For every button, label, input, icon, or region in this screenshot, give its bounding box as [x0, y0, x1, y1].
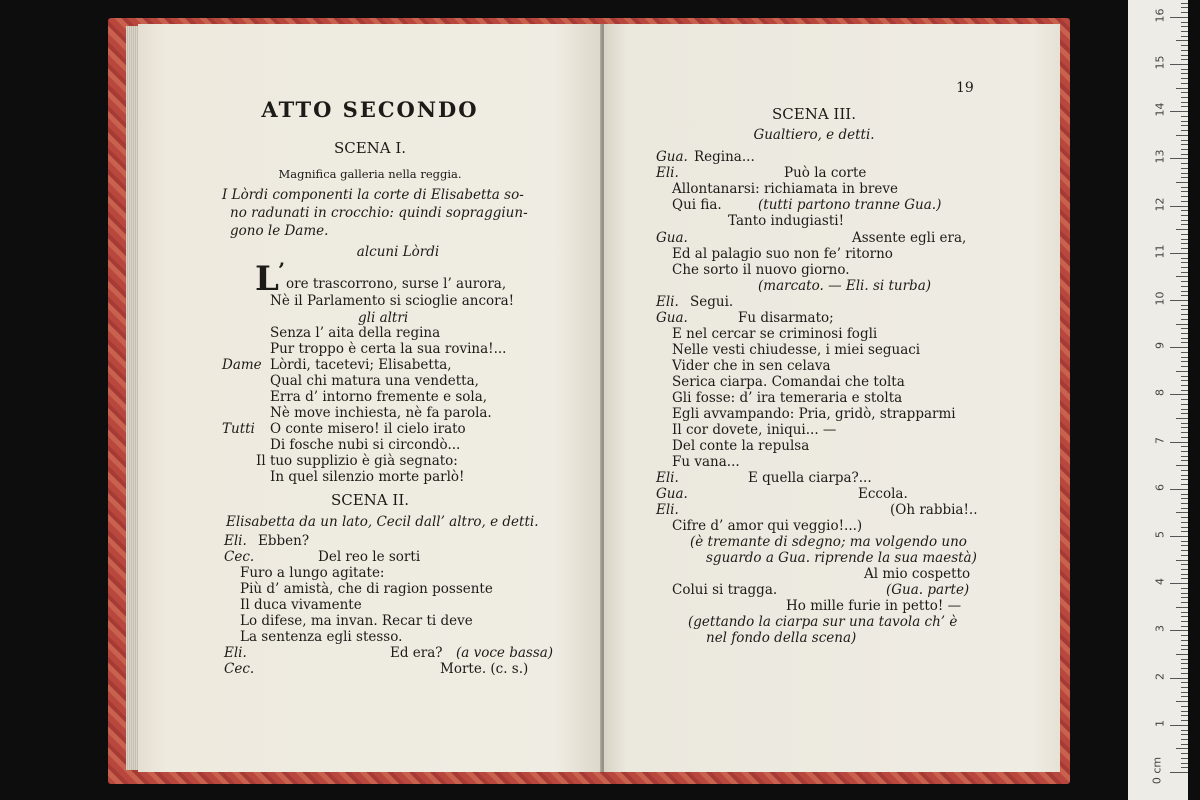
verse-line: Del conte la repulsa [672, 438, 810, 454]
ruler-tick [1181, 73, 1188, 74]
ruler-tick [1181, 682, 1188, 683]
speaker-label: Eli. [656, 470, 679, 486]
ruler-tick [1181, 479, 1188, 480]
verse-line: Regina... [694, 149, 755, 165]
ruler-label: 4 [1153, 578, 1167, 586]
speaker-label: Eli. [656, 165, 679, 181]
ruler-tick [1181, 352, 1188, 353]
ruler-tick [1181, 696, 1188, 697]
ruler-tick [1181, 12, 1188, 13]
ruler-tick [1181, 569, 1188, 570]
ruler-tick [1181, 715, 1188, 716]
ruler-tick [1181, 319, 1188, 320]
verse-line: Del reo le sorti [318, 549, 421, 565]
ruler-tick [1181, 593, 1188, 594]
verse-line: O conte misero! il cielo irato [270, 421, 466, 437]
left-page [138, 24, 602, 772]
ruler-tick [1181, 286, 1188, 287]
ruler-label: 15 [1153, 55, 1167, 70]
ruler-tick [1181, 163, 1188, 164]
ruler-tick [1170, 111, 1188, 112]
verse-line: Gli fosse: d’ ira temeraria e stolta [672, 390, 903, 406]
ruler-tick [1181, 220, 1188, 221]
ruler-tick [1181, 711, 1188, 712]
ruler-tick [1170, 489, 1188, 490]
ruler-tick [1181, 508, 1188, 509]
ruler-tick [1181, 626, 1188, 627]
ruler-tick [1181, 258, 1188, 259]
ruler-tick [1181, 281, 1188, 282]
ruler-tick [1181, 541, 1188, 542]
ruler-tick [1181, 243, 1188, 244]
ruler-label: 14 [1153, 102, 1167, 117]
verse-line: Lòrdi, tacetevi; Elisabetta, [270, 357, 452, 373]
ruler-tick [1181, 376, 1188, 377]
ruler-tick [1181, 173, 1188, 174]
verse-line: E nel cercar se criminosi fogli [672, 326, 878, 342]
ruler-tick [1181, 470, 1188, 471]
verse-line: Più d’ amistà, che di ragion possente [240, 581, 493, 597]
ruler-label: 9 [1153, 342, 1167, 350]
ruler-label: 12 [1153, 197, 1167, 212]
ruler-tick [1181, 55, 1188, 56]
verse-line: Tanto indugiasti! [728, 213, 844, 229]
ruler-tick [1181, 154, 1188, 155]
speaker-label: Eli. [224, 533, 247, 549]
ruler-tick [1176, 40, 1188, 41]
ruler-tick [1181, 663, 1188, 664]
speaker-label: alcuni Lòrdi [356, 244, 440, 260]
speaker-label: gli altri [358, 310, 409, 326]
scene-heading: SCENA III. [772, 105, 856, 123]
ruler-tick [1181, 239, 1188, 240]
verse-line: Fu disarmato; [738, 310, 834, 326]
ruler-tick [1170, 678, 1188, 679]
ruler-tick [1181, 578, 1188, 579]
stage-direction: no radunati in crocchio: quindi sopraggiun- [230, 205, 528, 221]
ruler-tick [1181, 522, 1188, 523]
ruler-tick [1181, 361, 1188, 362]
verse-line: Qual chi matura una vendetta, [270, 373, 479, 389]
ruler-tick [1181, 7, 1188, 8]
ruler-tick [1181, 687, 1188, 688]
stage-direction: (marcato. — Eli. si turba) [758, 278, 932, 294]
verse-line: Cifre d’ amor qui veggio!...) [672, 518, 863, 534]
measuring-ruler [1128, 0, 1188, 800]
verse-line: ore trascorrono, surse l’ aurora, [286, 276, 507, 292]
ruler-tick [1181, 102, 1188, 103]
ruler-label: 0 cm [1150, 756, 1164, 785]
ruler-tick [1181, 456, 1188, 457]
ruler-tick [1176, 371, 1188, 372]
ruler-tick [1181, 555, 1188, 556]
ruler-label: 13 [1153, 149, 1167, 164]
ruler-tick [1176, 418, 1188, 419]
ruler-tick [1181, 262, 1188, 263]
ruler-tick [1181, 31, 1188, 32]
verse-line: Nè move inchiesta, nè fa parola. [270, 405, 492, 421]
verse-line: Allontanarsi: richiamata in breve [672, 181, 898, 197]
speaker-label: Cec. [224, 661, 255, 677]
ruler-tick [1181, 385, 1188, 386]
ruler-tick [1176, 748, 1188, 749]
ruler-tick [1176, 607, 1188, 608]
ruler-tick [1170, 64, 1188, 65]
ruler-tick [1181, 380, 1188, 381]
ruler-tick [1181, 451, 1188, 452]
verse-line: Che sorto il nuovo giorno. [672, 262, 850, 278]
verse-line: Può la corte [784, 165, 867, 181]
verse-line: E quella ciarpa?... [748, 470, 872, 486]
ruler-tick [1181, 409, 1188, 410]
ruler-tick [1181, 649, 1188, 650]
ruler-tick [1170, 206, 1188, 207]
right-page [604, 24, 1060, 772]
ruler-tick [1181, 59, 1188, 60]
ruler-tick [1181, 97, 1188, 98]
verse-line: Senza l’ aita della regina [270, 325, 441, 341]
ruler-tick [1181, 267, 1188, 268]
ruler-tick [1170, 394, 1188, 395]
stage-direction: Elisabetta da un lato, Cecil dall’ altro, e detti. [226, 514, 539, 530]
ruler-tick [1181, 484, 1188, 485]
ruler-tick [1181, 550, 1188, 551]
ruler-tick [1181, 36, 1188, 37]
ruler-tick [1181, 3, 1188, 4]
ruler-tick [1176, 560, 1188, 561]
verse-line: Il duca vivamente [240, 597, 362, 613]
ruler-tick [1181, 390, 1188, 391]
ruler-tick [1181, 640, 1188, 641]
verse-line: Di fosche nubi si circondò... [270, 437, 461, 453]
ruler-tick [1181, 602, 1188, 603]
ruler-tick [1170, 17, 1188, 18]
ruler-tick [1181, 291, 1188, 292]
verse-line: Ed era? [390, 645, 443, 661]
ruler-tick [1176, 229, 1188, 230]
ruler-tick [1170, 725, 1188, 726]
ruler-tick [1181, 423, 1188, 424]
ruler-tick [1181, 612, 1188, 613]
ruler-tick [1181, 149, 1188, 150]
ruler-tick [1181, 45, 1188, 46]
ruler-tick [1181, 187, 1188, 188]
stage-direction: Gualtiero, e detti. [753, 127, 875, 143]
ruler-label: 3 [1153, 625, 1167, 633]
ruler-tick [1181, 328, 1188, 329]
verse-line: Vider che in sen celava [672, 358, 831, 374]
ruler-tick [1181, 427, 1188, 428]
ruler-tick [1181, 706, 1188, 707]
verse-line: Il tuo supplizio è già segnato: [256, 453, 458, 469]
verse-line: Nè il Parlamento si scioglie ancora! [270, 293, 515, 309]
act-title: ATTO SECONDO [261, 97, 479, 122]
ruler-tick [1181, 168, 1188, 169]
ruler-tick [1181, 763, 1188, 764]
ruler-tick [1181, 503, 1188, 504]
page-number: 19 [956, 80, 974, 96]
verse-line: Lo difese, ma invan. Recar ti deve [240, 613, 473, 629]
ruler-tick [1181, 22, 1188, 23]
stage-direction: (tutti partono tranne Gua.) [758, 197, 942, 213]
ruler-tick [1181, 130, 1188, 131]
ruler-tick [1181, 645, 1188, 646]
ruler-tick [1181, 333, 1188, 334]
ruler-tick [1181, 92, 1188, 93]
ruler-tick [1181, 588, 1188, 589]
ruler-tick [1181, 692, 1188, 693]
ruler-tick [1181, 357, 1188, 358]
ruler-tick [1176, 276, 1188, 277]
ruler-label: 6 [1153, 483, 1167, 491]
ruler-tick [1181, 446, 1188, 447]
ruler-tick [1181, 144, 1188, 145]
ruler-tick [1176, 324, 1188, 325]
ruler-tick [1181, 342, 1188, 343]
ruler-label: 10 [1153, 291, 1167, 306]
ruler-tick [1181, 404, 1188, 405]
verse-line: Ebben? [258, 533, 310, 549]
verse-line: Morte. (c. s.) [440, 661, 529, 677]
verse-line: Pur troppo è certa la sua rovina!... [270, 341, 507, 357]
stage-direction: (gettando la ciarpa sur una tavola ch’ è [688, 614, 958, 630]
ruler-tick [1181, 720, 1188, 721]
verse-line: Ed al palagio suo non fe’ ritorno [672, 246, 893, 262]
verse-line: Colui si tragga. [672, 582, 778, 598]
speaker-label: Eli. [224, 645, 247, 661]
speaker-label: Gua. [656, 230, 688, 246]
ruler-tick [1181, 295, 1188, 296]
ruler-label: 8 [1153, 389, 1167, 397]
ruler-tick [1176, 654, 1188, 655]
verse-line: Furo a lungo agitate: [240, 565, 385, 581]
ruler-tick [1181, 744, 1188, 745]
speaker-label: Gua. [656, 486, 688, 502]
ruler-tick [1181, 574, 1188, 575]
verse-line: Nelle vesti chiudesse, i miei seguaci [672, 342, 921, 358]
stage-direction: nel fondo della scena) [706, 630, 857, 646]
ruler-tick [1170, 630, 1188, 631]
verse-line: Il cor dovete, iniqui... — [672, 422, 837, 438]
ruler-tick [1181, 248, 1188, 249]
ruler-tick [1176, 465, 1188, 466]
ruler-label: 7 [1153, 436, 1167, 444]
verse-line: Fu vana... [672, 454, 740, 470]
ruler-tick [1181, 106, 1188, 107]
ruler-tick [1181, 432, 1188, 433]
ruler-tick [1181, 475, 1188, 476]
scene-heading: SCENA I. [333, 139, 407, 157]
speaker-label: Eli. [656, 502, 679, 518]
ruler-tick [1181, 437, 1188, 438]
ruler-tick [1170, 253, 1188, 254]
ruler-tick [1181, 673, 1188, 674]
ruler-tick [1181, 753, 1188, 754]
ruler-label: 16 [1153, 8, 1167, 23]
ruler-tick [1170, 772, 1188, 773]
ruler-tick [1181, 191, 1188, 192]
ruler-label: 11 [1153, 244, 1167, 259]
drop-cap: L [255, 259, 279, 299]
ruler-tick [1181, 597, 1188, 598]
ruler-tick [1181, 78, 1188, 79]
verse-line: Eccola. [858, 486, 908, 502]
ruler-tick [1181, 734, 1188, 735]
ruler-tick [1181, 413, 1188, 414]
ruler-tick [1181, 210, 1188, 211]
ruler-tick [1181, 140, 1188, 141]
stage-direction: sguardo a Gua. riprende la sua maestà) [706, 550, 977, 566]
speaker-label: Dame [222, 357, 262, 373]
ruler-tick [1170, 536, 1188, 537]
ruler-tick [1181, 531, 1188, 532]
verse-line: Egli avvampando: Pria, gridò, strapparmi [672, 406, 956, 422]
ruler-tick [1181, 399, 1188, 400]
ruler-tick [1181, 196, 1188, 197]
verse-line: Qui fia. [672, 197, 722, 213]
ruler-tick [1181, 758, 1188, 759]
ruler-tick [1170, 347, 1188, 348]
verse-line: La sentenza egli stesso. [240, 629, 403, 645]
verse-line: Assente egli era, [852, 230, 967, 246]
ruler-tick [1181, 659, 1188, 660]
ruler-tick [1181, 83, 1188, 84]
speaker-label: Tutti [222, 421, 255, 437]
ruler-tick [1181, 498, 1188, 499]
ruler-tick [1181, 69, 1188, 70]
ruler-tick [1170, 442, 1188, 443]
ruler-tick [1181, 309, 1188, 310]
ruler-tick [1181, 635, 1188, 636]
ruler-tick [1181, 272, 1188, 273]
ruler-tick [1181, 26, 1188, 27]
ruler-tick [1181, 366, 1188, 367]
ruler-tick [1176, 701, 1188, 702]
ruler-tick [1170, 158, 1188, 159]
ruler-label: 1 [1153, 719, 1167, 727]
speaker-label: Gua. [656, 310, 688, 326]
ruler-tick [1181, 338, 1188, 339]
scene-heading: SCENA II. [330, 491, 410, 509]
stage-direction: (è tremante di sdegno; ma volgendo uno [690, 534, 967, 550]
ruler-tick [1181, 668, 1188, 669]
drop-cap-apostrophe: ’ [278, 258, 285, 282]
stage-direction: (Gua. parte) [886, 582, 970, 598]
ruler-tick [1181, 564, 1188, 565]
ruler-tick [1181, 125, 1188, 126]
stage-direction: (a voce bassa) [456, 645, 554, 661]
verse-line: Al mio cospetto [864, 566, 971, 582]
ruler-tick [1181, 517, 1188, 518]
speaker-label: Eli. [656, 294, 679, 310]
verse-line: Segui. [690, 294, 734, 310]
verse-line: Erra d’ intorno fremente e sola, [270, 389, 488, 405]
speaker-label: Gua. [656, 149, 688, 165]
verse-line: Ho mille furie in petto! — [786, 598, 962, 614]
verse-line: Serica ciarpa. Comandai che tolta [672, 374, 905, 390]
ruler-tick [1181, 545, 1188, 546]
ruler-tick [1176, 182, 1188, 183]
ruler-tick [1181, 730, 1188, 731]
ruler-tick [1181, 121, 1188, 122]
ruler-tick [1181, 224, 1188, 225]
ruler-tick [1181, 767, 1188, 768]
speaker-label: Cec. [224, 549, 255, 565]
ruler-tick [1181, 621, 1188, 622]
ruler-tick [1176, 88, 1188, 89]
verse-line: In quel silenzio morte parlò! [270, 469, 465, 485]
stage-direction: gono le Dame. [230, 223, 329, 239]
verse-line: (Oh rabbia!.. [890, 502, 978, 518]
stage-direction: I Lòrdi componenti la corte di Elisabetta so- [222, 187, 524, 203]
ruler-tick [1181, 116, 1188, 117]
ruler-tick [1181, 50, 1188, 51]
ruler-tick [1181, 201, 1188, 202]
ruler-tick [1176, 135, 1188, 136]
ruler-label: 2 [1153, 672, 1167, 680]
ruler-tick [1170, 583, 1188, 584]
scene-setting: Magnifica galleria nella reggia. [278, 167, 462, 181]
ruler-tick [1181, 305, 1188, 306]
ruler-tick [1181, 215, 1188, 216]
ruler-tick [1181, 739, 1188, 740]
ruler-tick [1181, 177, 1188, 178]
ruler-tick [1181, 527, 1188, 528]
ruler-label: 5 [1153, 531, 1167, 538]
ruler-tick [1176, 512, 1188, 513]
ruler-tick [1170, 300, 1188, 301]
ruler-tick [1181, 234, 1188, 235]
ruler-tick [1181, 460, 1188, 461]
ruler-tick [1181, 314, 1188, 315]
ruler-tick [1181, 494, 1188, 495]
ruler-tick [1181, 616, 1188, 617]
